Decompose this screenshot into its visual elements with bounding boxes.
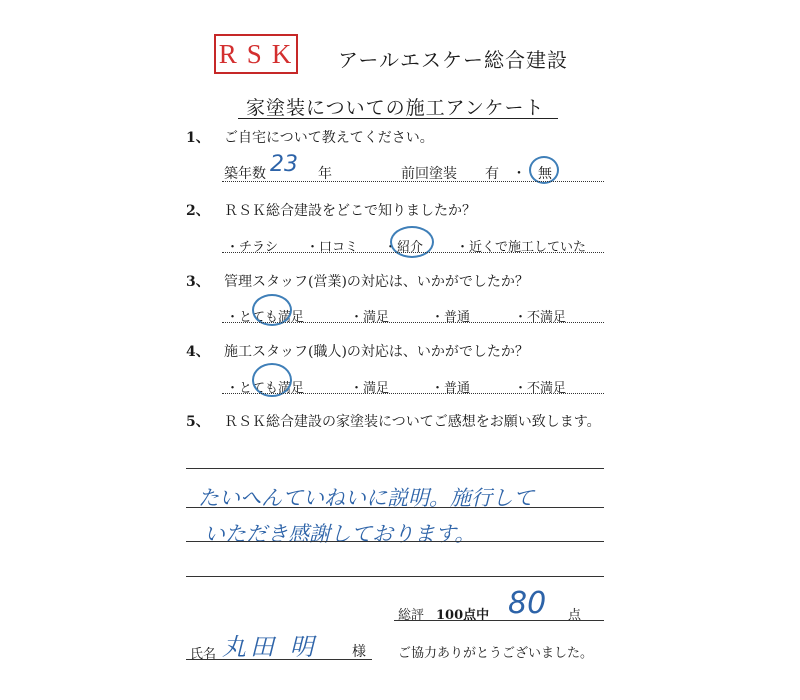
building-age-unit: 年 xyxy=(318,166,332,182)
honorific: 様 xyxy=(352,644,366,660)
dotted-line xyxy=(222,181,604,182)
rating-unit: 点 xyxy=(568,608,582,623)
comment-line xyxy=(186,468,604,469)
rating-underline xyxy=(394,620,604,621)
comment-text-line-1: たいへんていねいに説明。施行して xyxy=(198,486,534,510)
rating-label: 総評 xyxy=(398,608,425,623)
comment-line xyxy=(186,576,604,577)
question-4-text: 施工スタッフ(職人)の対応は、いかがでしたか？ xyxy=(224,344,529,360)
option-average[interactable]: ・普通 xyxy=(431,310,471,325)
question-2-number: 2、 xyxy=(186,203,210,219)
option-separator: ・ xyxy=(512,166,526,182)
option-dissatisfied[interactable]: ・不満足 xyxy=(514,310,567,325)
selection-circle xyxy=(529,156,559,184)
page-title: 家塗装についての施工アンケート xyxy=(246,97,545,119)
rating-value: 80 xyxy=(508,586,547,621)
question-3-text: 管理スタッフ(営業)の対応は、いかがでしたか？ xyxy=(224,274,529,290)
signer-name: 丸田 明 xyxy=(222,633,318,661)
selection-circle xyxy=(252,363,292,397)
previous-painting-label: 前回塗装 xyxy=(401,166,457,182)
title-underline xyxy=(238,118,558,119)
rating-scale: 100点中 xyxy=(436,608,490,623)
comment-line xyxy=(186,507,604,508)
option-flyer[interactable]: ・チラシ xyxy=(226,240,279,255)
building-age-label: 築年数 xyxy=(224,166,266,182)
building-age-value: 23 xyxy=(270,152,298,177)
selection-circle xyxy=(390,226,434,258)
question-2-text: ＲＳＫ総合建設をどこで知りましたか？ xyxy=(224,203,476,219)
name-underline xyxy=(186,659,372,660)
dotted-line xyxy=(222,252,604,253)
option-satisfied[interactable]: ・満足 xyxy=(350,310,390,325)
question-5-text: ＲＳＫ総合建設の家塗装についてご感想をお願い致します。 xyxy=(224,414,601,430)
company-name: アールエスケー総合建設 xyxy=(338,48,568,72)
dotted-line xyxy=(222,393,604,394)
comment-text-line-2: いただき感謝しております。 xyxy=(204,522,476,546)
option-nearby-construction[interactable]: ・近くで施工していた xyxy=(456,240,587,255)
option-no[interactable]: 無 xyxy=(538,166,552,182)
rsk-logo: RSK xyxy=(214,34,298,74)
option-referral[interactable]: ・紹介 xyxy=(384,240,424,255)
question-1-text: ご自宅について教えてください。 xyxy=(224,130,434,146)
comment-line xyxy=(186,541,604,542)
name-label: 氏名 xyxy=(190,647,217,662)
option-very-satisfied[interactable]: ・とても満足 xyxy=(226,381,305,396)
question-3-number: 3、 xyxy=(186,274,210,290)
thanks-message: ご協力ありがとうございました。 xyxy=(398,646,594,661)
option-very-satisfied[interactable]: ・とても満足 xyxy=(226,310,305,325)
question-4-number: 4、 xyxy=(186,344,210,360)
option-dissatisfied[interactable]: ・不満足 xyxy=(514,381,567,396)
dotted-line xyxy=(222,322,604,323)
option-yes[interactable]: 有 xyxy=(485,166,499,182)
question-1-number: 1、 xyxy=(186,130,210,146)
option-average[interactable]: ・普通 xyxy=(431,381,471,396)
question-5-number: 5、 xyxy=(186,414,210,430)
option-word-of-mouth[interactable]: ・口コミ xyxy=(306,240,359,255)
option-satisfied[interactable]: ・満足 xyxy=(350,381,390,396)
